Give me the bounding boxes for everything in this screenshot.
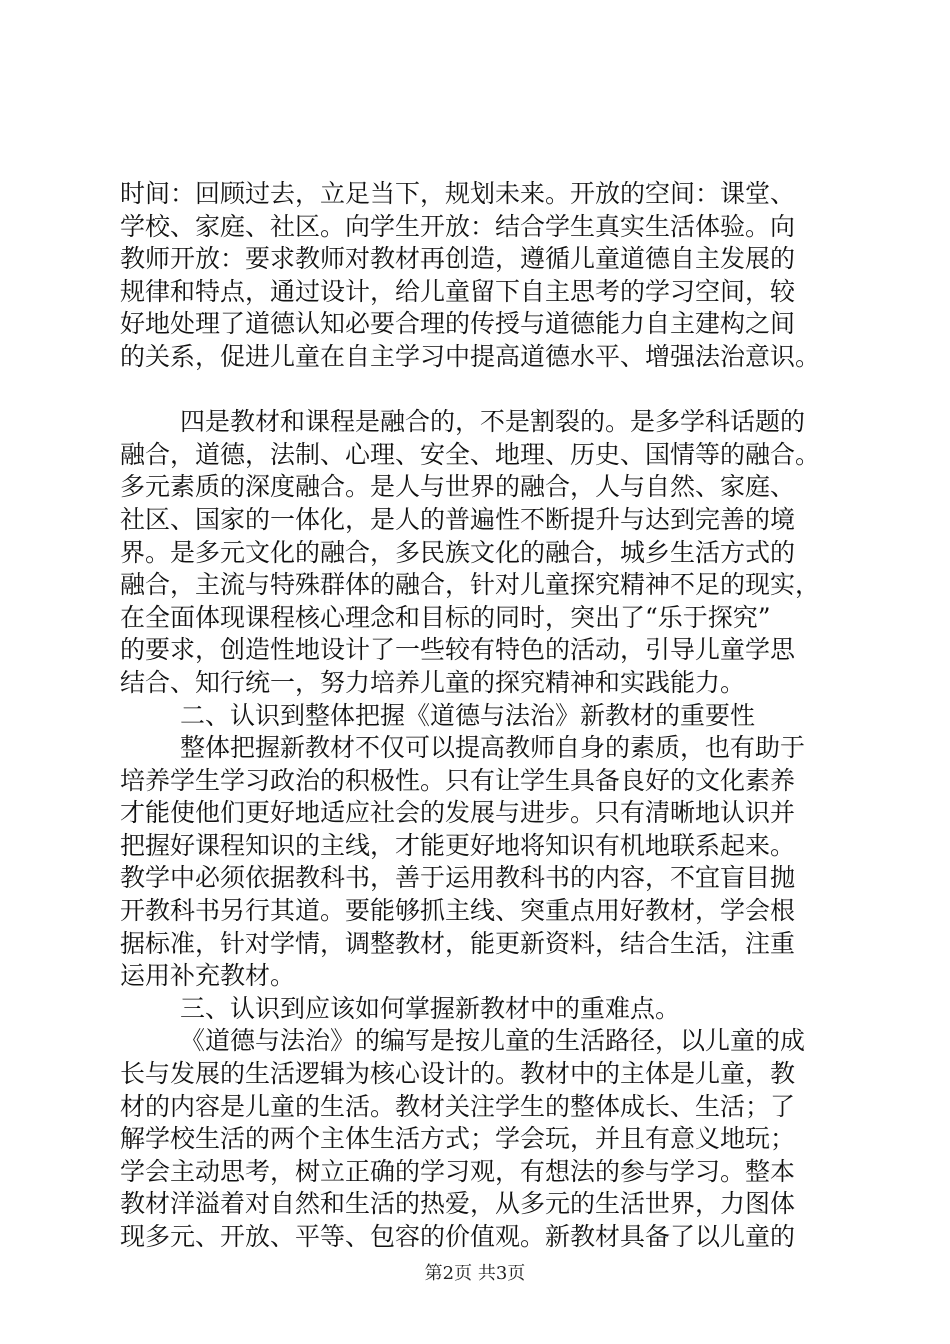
paragraph-2 [120,406,840,699]
paragraph-3 [120,732,840,993]
text-line: 把握好课程知识的主线，才能更好地将知识有机地联系起来。 [120,830,796,860]
text-line: 界。是多元文化的融合，多民族文化的融合，城乡生活方式的 [120,537,796,567]
text-line: 解学校生活的两个主体生活方式；学会玩，并且有意义地玩； [120,1124,796,1154]
text-line: 结合、知行统一，努力培养儿童的探究精神和实践能力。 [120,667,746,697]
section-heading-2: 二、认识到整体把握《道德与法治》新教材的重要性 [180,700,756,730]
paragraph-4 [120,1025,840,1253]
text-line: 整体把握新教材不仅可以提高教师自身的素质，也有助于 [180,733,806,763]
paragraph-gap [120,374,840,407]
text-line: 融合，道德，法制、心理、安全、地理、历史、国情等的融合。 [120,439,821,469]
text-line: 现多元、开放、平等、包容的价值观。新教材具备了以儿童的 [120,1222,796,1251]
text-line: 的要求，创造性地设计了一些较有特色的活动，引导儿童学思 [120,635,796,665]
section-heading-3: 三、认识到应该如何掌握新教材中的重难点。 [180,993,681,1023]
paragraph-1 [120,178,840,374]
text-line: 规律和特点，通过设计，给儿童留下自主思考的学习空间，较 [120,276,796,306]
text-line: 才能使他们更好地适应社会的发展与进步。只有清晰地认识并 [120,798,796,828]
text-line: 社区、国家的一体化，是人的普遍性不断提升与达到完善的境 [120,504,796,534]
text-line: 好地处理了道德认知必要合理的传授与道德能力自主建构之间 [120,309,796,339]
text-line: 学会主动思考，树立正确的学习观，有想法的参与学习。整本 [120,1156,796,1186]
text-line: 运用补充教材。 [120,961,296,991]
text-line: 教师开放：要求教师对教材再创造，遵循儿童道德自主发展的 [120,244,796,274]
text-line: 开教科书另行其道。要能够抓主线、突重点用好教材，学会根 [120,896,796,926]
text-line: 的关系，促进儿童在自主学习中提高道德水平、增强法治意识。 [120,341,821,371]
text-line: 培养学生学习政治的积极性。只有让学生具备良好的文化素养 [120,765,796,795]
text-line: 在全面体现课程核心理念和目标的同时，突出了“乐于探究” [120,602,771,632]
text-line: 学校、家庭、社区。向学生开放：结合学生真实生活体验。向 [120,211,796,241]
text-line: 多元素质的深度融合。是人与世界的融合，人与自然、家庭、 [120,472,796,502]
text-line: 据标准，针对学情，调整教材，能更新资料，结合生活，注重 [120,928,796,958]
text-line: 教学中必须依据教科书，善于运用教科书的内容，不宜盲目抛 [120,863,796,893]
text-line: 时间：回顾过去，立足当下，规划未来。开放的空间：课堂、 [120,179,796,208]
text-line: 长与发展的生活逻辑为核心设计的。教材中的主体是儿童，教 [120,1059,796,1089]
text-line: 融合，主流与特殊群体的融合，针对儿童探究精神不足的现实， [120,570,821,600]
text-line: 教材洋溢着对自然和生活的热爱，从多元的生活世界，力图体 [120,1189,796,1219]
text-line: 四是教材和课程是融合的，不是割裂的。是多学科话题的 [180,407,806,437]
document-body [120,178,840,1254]
text-line: 材的内容是儿童的生活。教材关注学生的整体成长、生活；了 [120,1091,796,1121]
text-line: 《道德与法治》的编写是按儿童的生活路径，以儿童的成 [180,1026,806,1056]
page-number-footer: 第2页 共3页 [424,1263,526,1284]
